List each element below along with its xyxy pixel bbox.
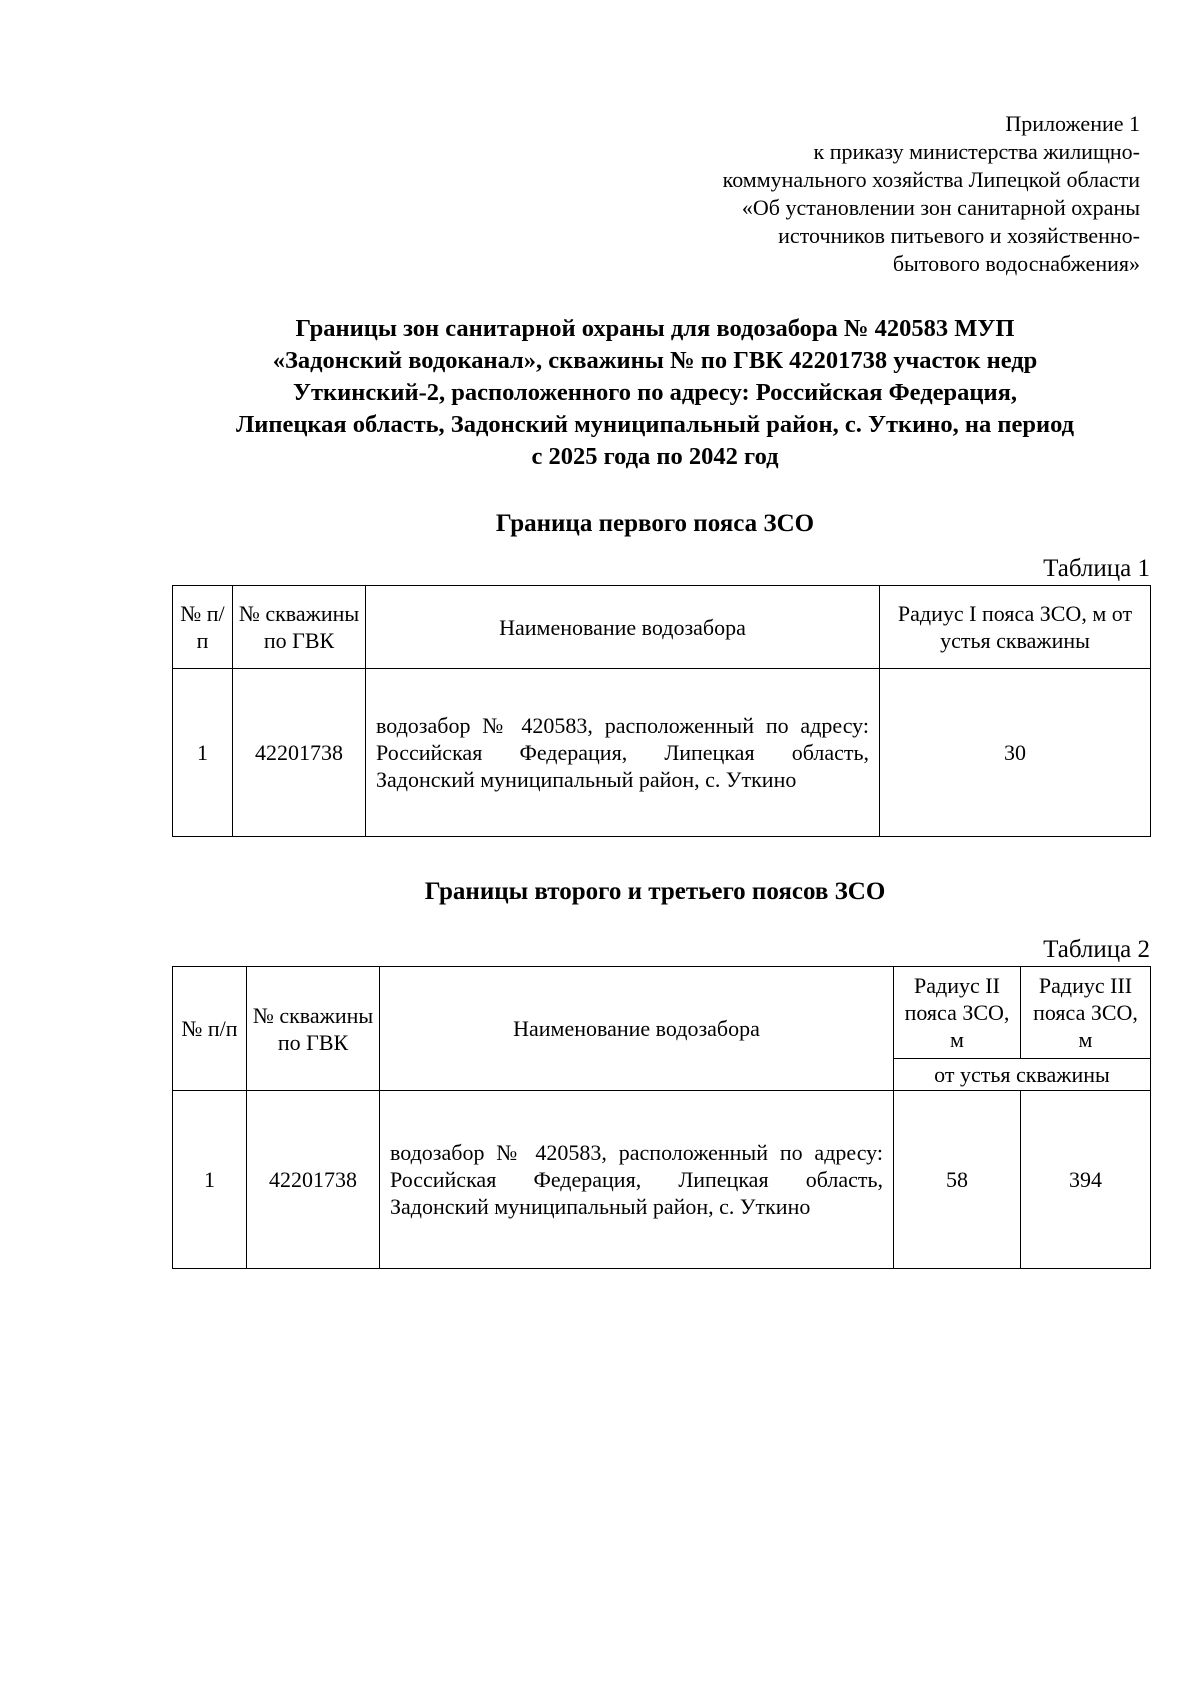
header-name: Наименование водозабора [380, 967, 894, 1091]
header-radius-3: Радиус III пояса ЗСО, м [1021, 967, 1151, 1059]
table2-label: Таблица 2 [1043, 936, 1150, 963]
header-well: № скважины по ГВК [247, 967, 380, 1091]
title-line: Границы зон санитарной охраны для водозабора № 420583 МУП [295, 315, 1015, 342]
appendix-line: «Об установлении зон санитарной охраны [741, 195, 1140, 220]
table2 [172, 966, 1151, 1269]
table-row [173, 669, 1151, 837]
cell-num: 1 [173, 669, 233, 837]
cell-well: 42201738 [233, 669, 366, 837]
header-num: № п/п [173, 967, 247, 1091]
cell-well: 42201738 [247, 1091, 380, 1269]
title-line: «Задонский водоканал», скважины № по ГВК 42201738 участок недр [272, 347, 1038, 374]
header-from-wellhead: от устья скважины [894, 1059, 1151, 1091]
cell-name: водозабор № 420583, расположенный по адресу: Российская Федерация, Липецкая область, Задонский муниципальный район, с. Уткино [380, 1091, 894, 1269]
title-line: Липецкая область, Задонский муниципальный район, с. Уткино, на период [235, 411, 1075, 438]
header-num: № п/п [173, 586, 233, 669]
title-line: Уткинский-2, расположенного по адресу: Российская Федерация, [293, 379, 1017, 406]
table-row [173, 1091, 1151, 1269]
header-radius-2: Радиус II пояса ЗСО, м [894, 967, 1021, 1059]
header-radius: Радиус I пояса ЗСО, м от устья скважины [880, 586, 1151, 669]
table1 [172, 585, 1151, 837]
title-line: с 2025 года по 2042 год [531, 443, 779, 470]
cell-radius-3: 394 [1021, 1091, 1151, 1269]
appendix-line: к приказу министерства жилищно- [813, 139, 1140, 164]
cell-radius: 30 [880, 669, 1151, 837]
section1-heading: Граница первого пояса ЗСО [495, 510, 815, 537]
appendix-line: коммунального хозяйства Липецкой области [722, 167, 1140, 192]
table1-label: Таблица 1 [1043, 555, 1150, 582]
cell-radius-2: 58 [894, 1091, 1021, 1269]
appendix-line: Приложение 1 [1005, 111, 1140, 136]
header-name: Наименование водозабора [366, 586, 880, 669]
cell-name: водозабор № 420583, расположенный по адресу: Российская Федерация, Липецкая область, Задонский муниципальный район, с. Уткино [366, 669, 880, 837]
header-well: № скважины по ГВК [233, 586, 366, 669]
table1-header-row [173, 586, 1151, 669]
appendix-line: бытового водоснабжения» [892, 251, 1140, 276]
cell-num: 1 [173, 1091, 247, 1269]
document-title [160, 313, 1150, 473]
section2-heading: Границы второго и третьего поясов ЗСО [424, 878, 886, 905]
appendix-block [723, 110, 1140, 278]
appendix-line: источников питьевого и хозяйственно- [778, 223, 1140, 248]
table2-header-row [173, 967, 1151, 1059]
